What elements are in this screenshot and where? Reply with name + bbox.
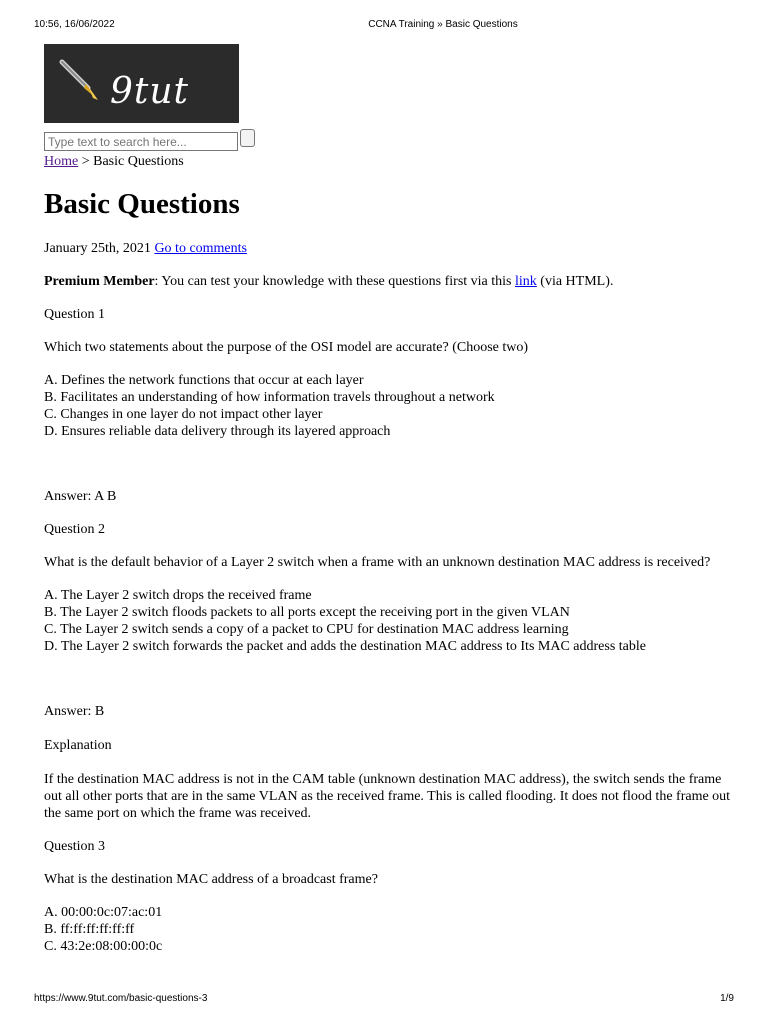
main-content	[44, 44, 734, 955]
question-1-answer: Answer: A B	[44, 489, 117, 504]
option-item: B. The Layer 2 switch floods packets to all ports except the receiving port in the given VLAN	[44, 605, 570, 620]
breadcrumb-current: Basic Questions	[93, 154, 184, 169]
breadcrumb	[44, 153, 734, 170]
explanation-text: If the destination MAC address is not in the CAM table (unknown destination MAC address), the switch sends the frame out all other ports that are in the same VLAN as the received frame. This is called flooding. It does not flood the frame out the same port on which the frame was received.	[44, 772, 731, 821]
question-2-text: What is the default behavior of a Layer 2 switch when a frame with an unknown destination MAC address is received?	[44, 555, 711, 570]
option-item: D. The Layer 2 switch forwards the packet and adds the destination MAC address to Its MAC address table	[44, 639, 646, 654]
question-3-heading: Question 3	[44, 839, 106, 854]
question-1-text: Which two statements about the purpose of the OSI model are accurate? (Choose two)	[44, 340, 529, 355]
premium-text-after: (via HTML).	[536, 274, 614, 289]
option-item: A. 00:00:0c:07:ac:01	[44, 905, 163, 920]
option-item: A. Defines the network functions that occur at each layer	[44, 373, 364, 388]
go-to-comments-link[interactable]: Go to comments	[154, 241, 247, 256]
option-item: C. 43:2e:08:00:00:0c	[44, 939, 163, 954]
option-item: B. Facilitates an understanding of how information travels throughout a network	[44, 390, 495, 405]
post-date: January 25th, 2021	[44, 241, 151, 256]
question-1-heading: Question 1	[44, 307, 106, 322]
print-header	[0, 18, 768, 32]
logo-text: 9tut	[110, 71, 190, 112]
breadcrumb-home-link[interactable]: Home	[44, 154, 79, 169]
page-title: Basic Questions	[44, 188, 240, 220]
option-item: A. The Layer 2 switch drops the received frame	[44, 588, 312, 603]
premium-text-before: : You can test your knowledge with these questions first via this	[154, 274, 515, 289]
question-2-heading: Question 2	[44, 522, 106, 537]
premium-link[interactable]: link	[515, 274, 537, 289]
print-footer	[0, 992, 768, 1006]
premium-notice	[44, 273, 734, 290]
question-2-answer: Answer: B	[44, 704, 105, 719]
question-3-options	[44, 904, 734, 955]
post-meta	[44, 240, 734, 257]
question-2-options	[44, 587, 734, 655]
explanation-heading: Explanation	[44, 738, 112, 753]
search-button[interactable]	[240, 129, 255, 147]
print-url: https://www.9tut.com/basic-questions-3	[34, 993, 208, 1004]
question-3-text: What is the destination MAC address of a broadcast frame?	[44, 872, 378, 887]
print-page-title: CCNA Training » Basic Questions	[368, 19, 518, 30]
option-item: C. The Layer 2 switch sends a copy of a packet to CPU for destination MAC address learning	[44, 622, 569, 637]
print-page-number: 1/9	[720, 993, 734, 1004]
option-item: C. Changes in one layer do not impact other layer	[44, 407, 323, 422]
option-item: D. Ensures reliable data delivery through its layered approach	[44, 424, 391, 439]
site-logo[interactable]	[44, 44, 239, 123]
search-input[interactable]	[44, 132, 238, 151]
search-bar	[44, 132, 734, 153]
option-item: B. ff:ff:ff:ff:ff:ff	[44, 922, 135, 937]
premium-label: Premium Member	[44, 274, 155, 289]
question-1-options	[44, 372, 734, 440]
breadcrumb-separator: >	[78, 154, 94, 169]
print-datetime: 10:56, 16/06/2022	[34, 19, 115, 30]
fountain-pen-icon	[58, 58, 108, 108]
